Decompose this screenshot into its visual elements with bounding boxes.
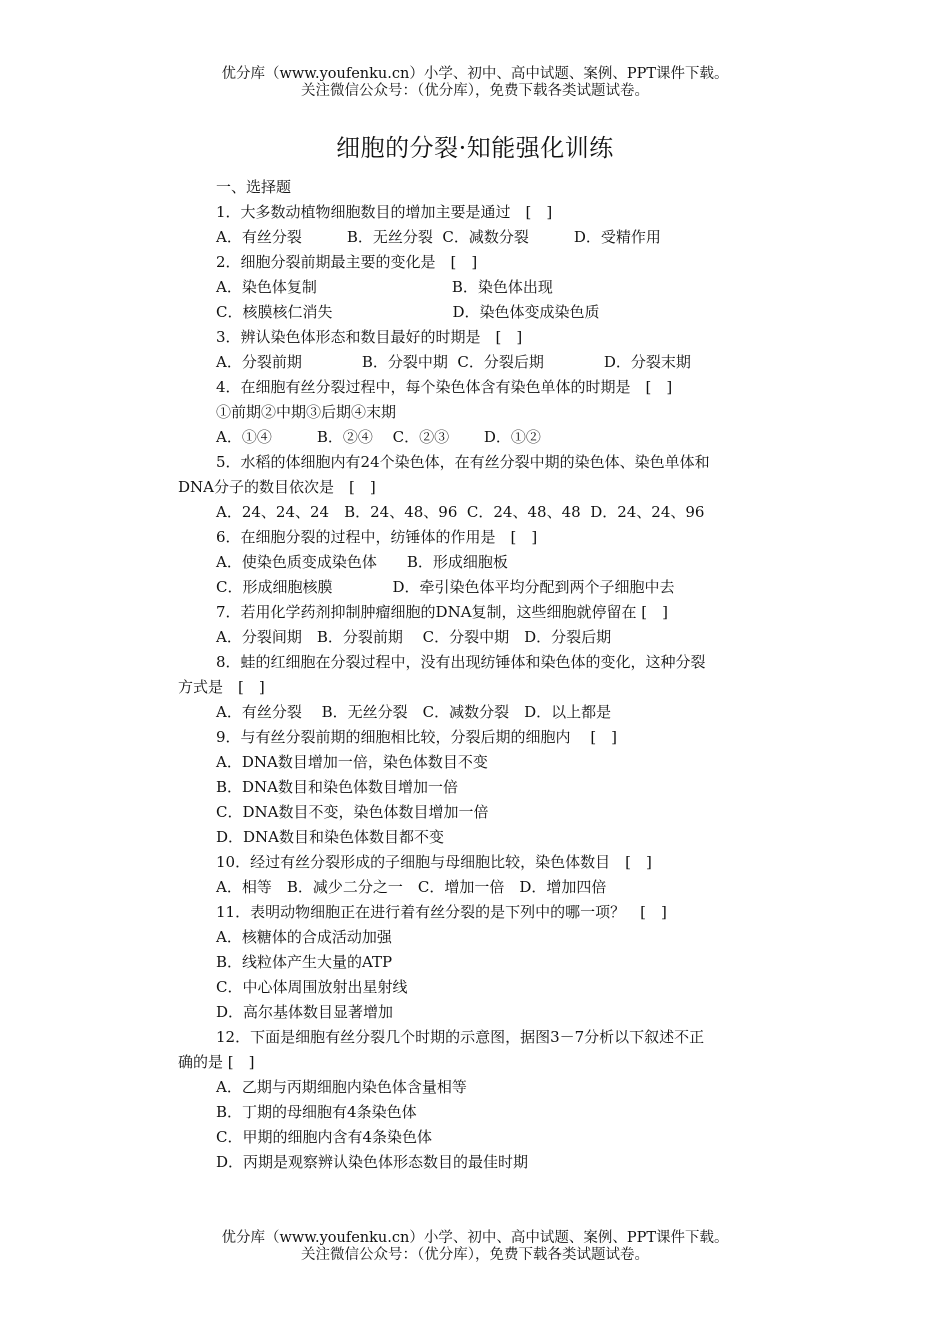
text-line: D．丙期是观察辨认染色体形态数目的最佳时期	[216, 1153, 529, 1171]
text-line: A．使染色质变成染色体 B．形成细胞板	[216, 553, 508, 571]
text-line: 确的是 [ ]	[178, 1053, 255, 1071]
header-line-2: 关注微信公众号：（优分库），免费下载各类试题试卷。	[301, 83, 649, 99]
text-line: B．丁期的母细胞有4条染色体	[216, 1103, 417, 1121]
text-line: A．DNA数目增加一倍，染色体数目不变	[216, 753, 488, 771]
text-line: A．染色体复制 B．染色体出现	[216, 278, 553, 296]
text-line: C．甲期的细胞内含有4条染色体	[216, 1128, 433, 1146]
text-line: A．24、24、24 B．24、48、96 C．24、48、48 D．24、24、96	[216, 503, 705, 521]
page-footer	[0, 1230, 950, 1264]
text-line: 方式是 [ ]	[178, 678, 265, 696]
text-line: 2．细胞分裂前期最主要的变化是 [ ]	[216, 253, 478, 271]
footer-line-2: 关注微信公众号：（优分库），免费下载各类试题试卷。	[301, 1247, 649, 1263]
text-line: C．中心体周围放射出星射线	[216, 978, 408, 996]
text-line: 7．若用化学药剂抑制肿瘤细胞的DNA复制，这些细胞就停留在 [ ]	[216, 603, 669, 621]
page-title: 细胞的分裂·知能强化训练	[336, 134, 614, 162]
header-line-1: 优分库（www.youfenku.cn）小学、初中、高中试题、案例、PPT课件下载。	[221, 66, 729, 82]
text-line: 4．在细胞有丝分裂过程中，每个染色体含有染色单体的时期是 [ ]	[216, 378, 673, 396]
text-line: 一、选择题	[216, 178, 292, 196]
text-line: 9．与有丝分裂前期的细胞相比较，分裂后期的细胞内 [ ]	[216, 728, 618, 746]
text-line: 1．大多数动植物细胞数目的增加主要是通过 [ ]	[216, 203, 553, 221]
question-list	[178, 175, 778, 1175]
text-line: 5．水稻的体细胞内有24个染色体，在有丝分裂中期的染色体、染色单体和	[216, 453, 710, 471]
text-line: ①前期②中期③后期④末期	[216, 403, 397, 421]
text-line: 10．经过有丝分裂形成的子细胞与母细胞比较，染色体数目 [ ]	[216, 853, 652, 871]
text-line: B．线粒体产生大量的ATP	[216, 953, 393, 971]
text-line: 6．在细胞分裂的过程中，纺锤体的作用是 [ ]	[216, 528, 538, 546]
text-line: C．DNA数目不变，染色体数目增加一倍	[216, 803, 489, 821]
text-line: A．核糖体的合成活动加强	[216, 928, 392, 946]
text-line: 3．辨认染色体形态和数目最好的时期是 [ ]	[216, 328, 523, 346]
text-line: DNA分子的数目依次是 [ ]	[178, 478, 376, 496]
text-line: A．相等 B．减少二分之一 C．增加一倍 D．增加四倍	[216, 878, 607, 896]
text-line: A．①④ B．②④ C．②③ D．①②	[216, 428, 541, 446]
text-line: A．分裂前期 B．分裂中期 C．分裂后期 D．分裂末期	[216, 353, 691, 371]
footer-line-1: 优分库（www.youfenku.cn）小学、初中、高中试题、案例、PPT课件下载。	[221, 1230, 729, 1246]
text-line: A．乙期与丙期细胞内染色体含量相等	[216, 1078, 467, 1096]
text-line: A．分裂间期 B．分裂前期 C．分裂中期 D．分裂后期	[216, 628, 612, 646]
text-line: D．高尔基体数目显著增加	[216, 1003, 394, 1021]
text-line: 11．表明动物细胞正在进行着有丝分裂的是下列中的哪一项？ [ ]	[216, 903, 667, 921]
text-line: A．有丝分裂 B．无丝分裂 C．减数分裂 D．受精作用	[216, 228, 661, 246]
text-line: 12．下面是细胞有丝分裂几个时期的示意图，据图3－7分析以下叙述不正	[216, 1028, 705, 1046]
text-line: A．有丝分裂 B．无丝分裂 C．减数分裂 D．以上都是	[216, 703, 612, 721]
text-line: D．DNA数目和染色体数目都不变	[216, 828, 445, 846]
text-line: C．形成细胞核膜 D．牵引染色体平均分配到两个子细胞中去	[216, 578, 675, 596]
text-line: B．DNA数目和染色体数目增加一倍	[216, 778, 459, 796]
text-line: 8．蛙的红细胞在分裂过程中，没有出现纺锤体和染色体的变化，这种分裂	[216, 653, 706, 671]
text-line: C．核膜核仁消失 D．染色体变成染色质	[216, 303, 600, 321]
page-header	[0, 66, 950, 100]
